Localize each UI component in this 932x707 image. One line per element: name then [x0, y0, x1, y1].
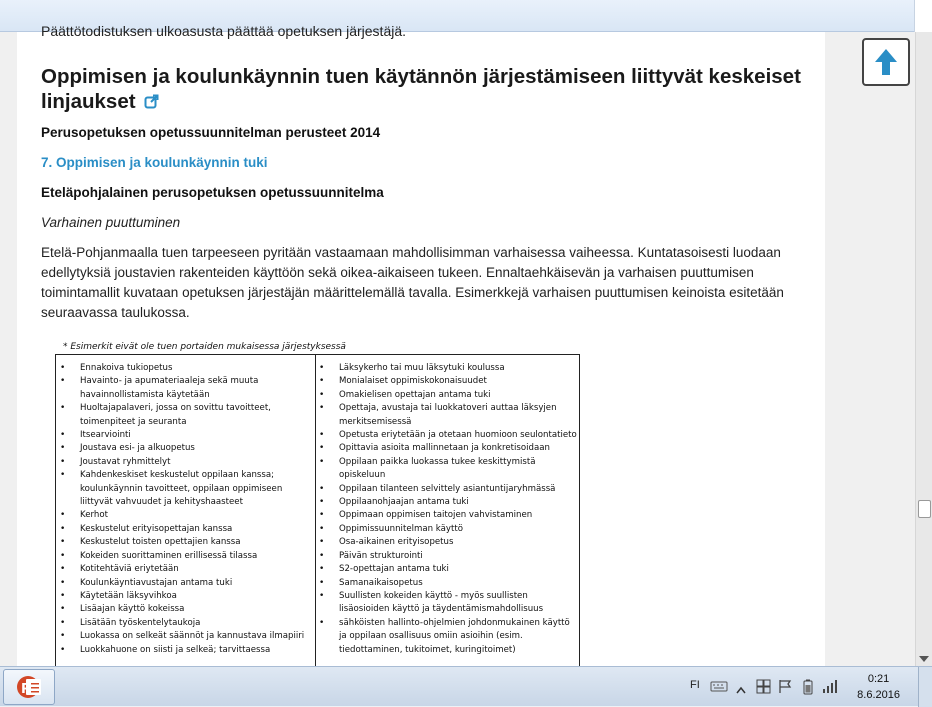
table-list-item: • Kotitehtäviä eriytetään	[80, 563, 312, 576]
support-chapter-link[interactable]: 7. Oppimisen ja koulunkäynnin tuki	[41, 155, 268, 170]
table-list-item: • Suullisten kokeiden käyttö - myös suullisten lisäosioiden käyttö ja täydentämismahdollisuus	[339, 590, 579, 617]
early-intervention-heading: Varhainen puuttuminen	[41, 215, 181, 230]
section-heading-text: Oppimisen ja koulunkäynnin tuen käytännön järjestämiseen liittyvät keskeiset linjaukset	[41, 65, 801, 113]
table-list-item: • Oppimaan oppimisen taitojen vahvistaminen	[339, 509, 579, 522]
table-list-item: • Läksykerho tai muu läksytuki koulussa	[339, 362, 579, 375]
cut-off-text-line: Päättötodistuksen ulkoasusta päättää opetuksen järjestäjä.	[41, 23, 407, 39]
powerpoint-taskbar-button[interactable]	[3, 669, 55, 705]
table-list-item: • Havainto- ja apumateriaaleja sekä muuta havainnollistamista käytetään	[80, 375, 312, 402]
table-list-item: • sähköisten hallinto-ohjelmien johdonmukainen käyttö ja oppilaan osallisuus omiin asioihin (esim. tiedottaminen, tukitoimet, kuringitoimet)	[339, 617, 579, 657]
powerpoint-icon	[15, 673, 43, 701]
table-column-divider	[315, 355, 316, 684]
table-list-item: • Oppilaan paikka luokassa tukee keskittymistä opiskeluun	[339, 456, 579, 483]
table-list-item: • Kokeiden suorittaminen erillisessä tilassa	[80, 550, 312, 563]
table-list-item: • Oppimissuunnitelman käyttö	[339, 523, 579, 536]
svg-text:P: P	[21, 682, 31, 697]
content-viewport	[0, 23, 915, 666]
table-list-item: • Oppilaan tilanteen selvittely asiantuntijaryhmässä	[339, 483, 579, 496]
back-to-top-button[interactable]	[862, 38, 910, 86]
table-list-item: • Keskustelut erityisopettajan kanssa	[80, 523, 312, 536]
arrow-up-icon	[873, 47, 899, 77]
chevron-up-icon[interactable]	[736, 681, 746, 699]
windows-icon[interactable]	[756, 679, 771, 699]
table-list-item: • Koulunkäyntiavustajan antama tuki	[80, 577, 312, 590]
language-indicator[interactable]: FI	[690, 679, 700, 691]
table-list-item: • Luokassa on selkeät säännöt ja kannustava ilmapiiri	[80, 630, 312, 643]
external-link-icon[interactable]	[144, 90, 159, 105]
battery-icon[interactable]	[802, 679, 814, 700]
clock-time: 0:21	[867, 673, 890, 685]
table-list-item: • Ennakoiva tukiopetus	[80, 362, 312, 375]
regional-curriculum-title: Eteläpohjalainen perusopetuksen opetussuunnitelma	[41, 185, 384, 200]
table-list-item: • Oppilaanohjaajan antama tuki	[339, 496, 579, 509]
methods-table-image	[55, 354, 580, 684]
scrollbar-thumb[interactable]	[918, 500, 931, 518]
table-note: * Esimerkit eivät ole tuen portaiden mukaisessa järjestyksessä	[63, 342, 346, 352]
document-page	[17, 23, 825, 666]
window-edge-button[interactable]	[914, 0, 932, 32]
table-list-item: • Kahdenkeskiset keskustelut oppilaan kanssa; koulunkäynnin tavoitteet, oppilaan oppimiseen liittyvät vahvuudet ja kehityshaasteet	[80, 469, 312, 509]
table-list-item: • Opetusta eriytetään ja otetaan huomioon seulontatieto	[339, 429, 579, 442]
taskbar	[0, 666, 932, 706]
table-list-item: • Keskustelut toisten opettajien kanssa	[80, 536, 312, 549]
vertical-scrollbar[interactable]	[915, 32, 932, 666]
right-column-list	[339, 362, 579, 657]
clock-date: 8.6.2016	[857, 689, 900, 701]
scroll-down-arrow[interactable]	[919, 656, 929, 662]
table-list-item: • Joustavat ryhmittelyt	[80, 456, 312, 469]
table-list-item: • Päivän strukturointi	[339, 550, 579, 563]
table-list-item: • Joustava esi- ja alkuopetus	[80, 442, 312, 455]
table-list-item: • Opittavia asioita mallinnetaan ja konkretisoidaan	[339, 442, 579, 455]
signal-icon[interactable]	[822, 679, 838, 699]
curriculum-basis-title: Perusopetuksen opetussuunnitelman perusteet 2014	[41, 125, 381, 140]
table-list-item: • Samanaikaisopetus	[339, 577, 579, 590]
show-desktop-button[interactable]	[918, 667, 932, 707]
table-list-item: • Kerhot	[80, 509, 312, 522]
left-column-list	[80, 362, 312, 657]
table-list-item: • Huoltajapalaveri, jossa on sovittu tavoitteet, toimenpiteet ja seuranta	[80, 402, 312, 429]
table-list-item: • Käytetään läksyvihkoa	[80, 590, 312, 603]
system-tray	[672, 667, 932, 707]
keyboard-icon[interactable]	[710, 679, 728, 698]
section-heading	[41, 64, 811, 114]
table-list-item: • Itsearviointi	[80, 429, 312, 442]
table-list-item: • Osa-aikainen erityisopetus	[339, 536, 579, 549]
table-list-item: • Opettaja, avustaja tai luokkatoveri auttaa läksyjen merkitsemisessä	[339, 402, 579, 429]
table-list-item: • Monialaiset oppimiskokonaisuudet	[339, 375, 579, 388]
clock[interactable]	[857, 671, 900, 703]
flag-icon[interactable]	[778, 679, 793, 699]
table-list-item: • Lisäajan käyttö kokeissa	[80, 603, 312, 616]
table-list-item: • Lisätään työskentelytaukoja	[80, 617, 312, 630]
table-list-item: • Luokkahuone on siisti ja selkeä; tarvittaessa	[80, 644, 312, 657]
table-list-item: • S2-opettajan antama tuki	[339, 563, 579, 576]
table-list-item: • Omakielisen opettajan antama tuki	[339, 389, 579, 402]
intro-paragraph: Etelä-Pohjanmaalla tuen tarpeeseen pyritään vastaamaan mahdollisimman varhaisessa vaiheessa. Kuntatasoisesti luodaan edellytyksiä joustavien rakenteiden käyttöön sekä oikea-aikaiseen tukeen. Ennaltaehkäisevän ja varhaisen puuttumisen toimintamallit kuvataan opetuksen järjestäjän määrittelemällä tavalla. Esimerkkejä varhaisen puuttumisen keinoista esitetään seuraavassa taulukossa.	[41, 245, 784, 320]
